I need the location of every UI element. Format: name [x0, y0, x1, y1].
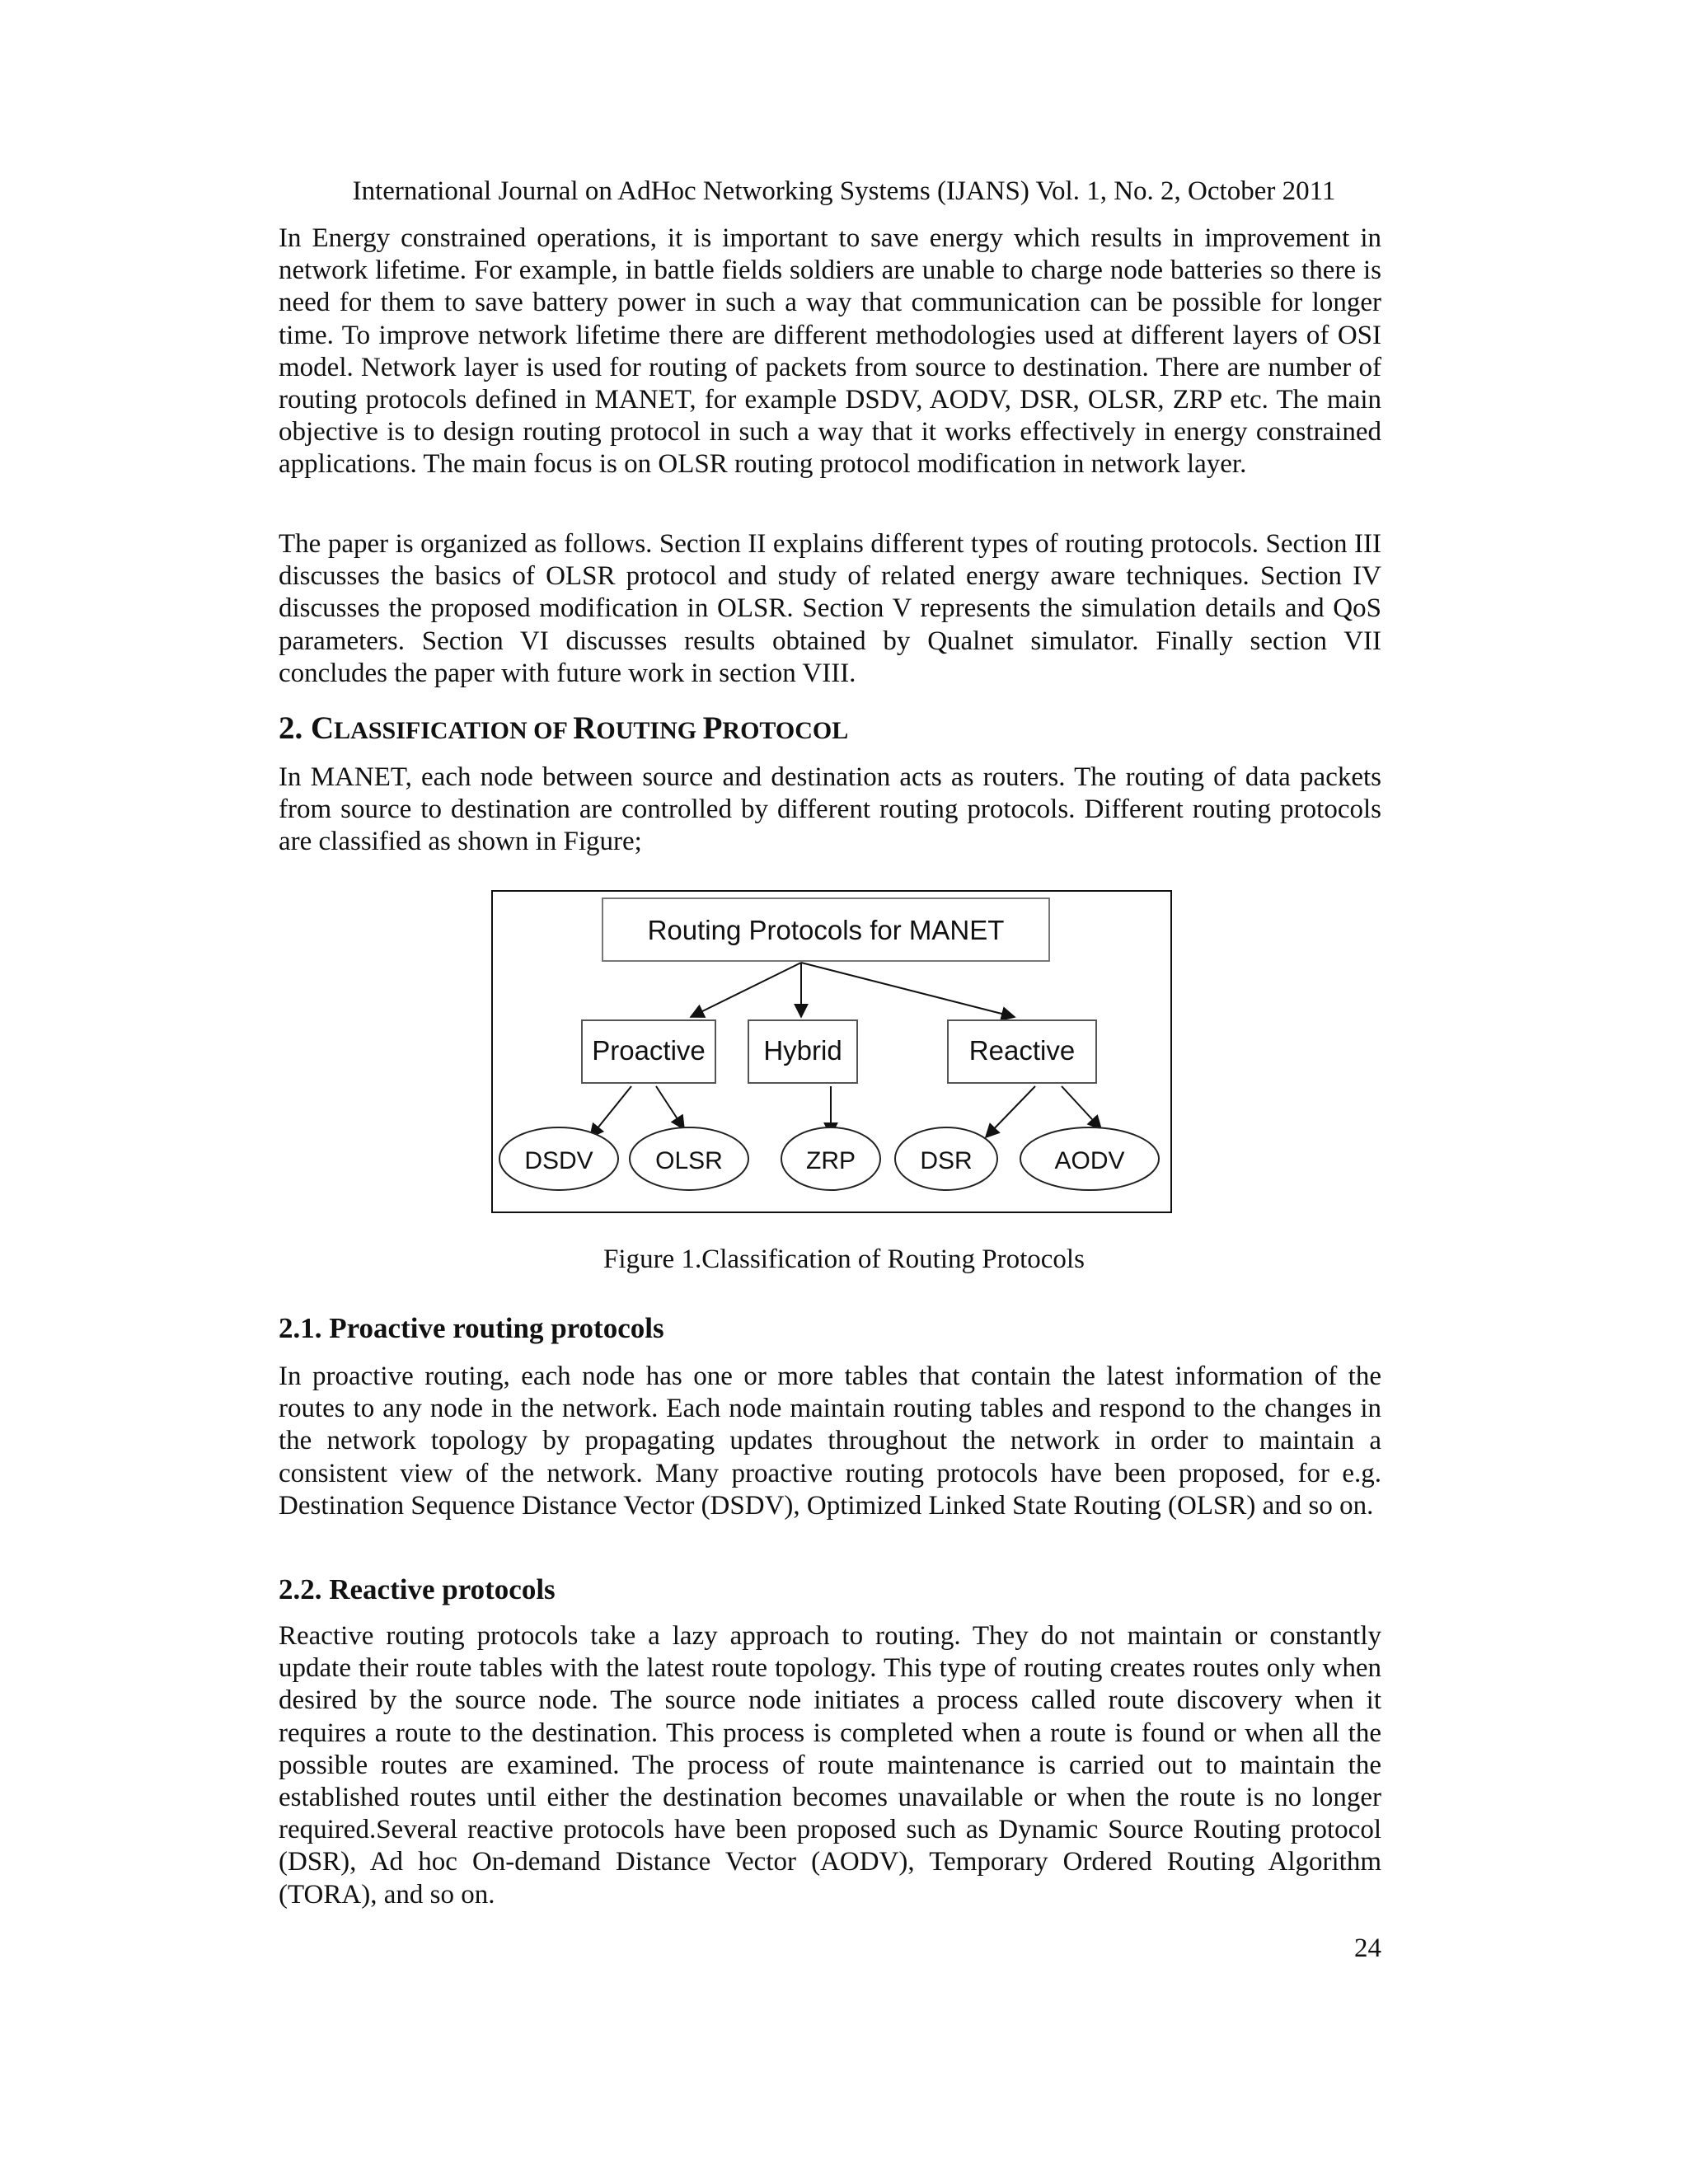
root-node-label: Routing Protocols for MANET — [647, 915, 1005, 945]
category-reactive-label: Reactive — [968, 1035, 1076, 1066]
leaf-olsr — [630, 1127, 748, 1190]
edge-root-reactive — [801, 963, 1015, 1017]
leaf-aodv-label: AODV — [1054, 1147, 1125, 1174]
section-2-1-heading — [279, 1310, 1381, 1347]
section-2-2-paragraph — [279, 1620, 1381, 1911]
leaf-zrp — [781, 1127, 880, 1190]
leaf-dsr — [895, 1127, 997, 1190]
root-edges — [691, 963, 1015, 1017]
section-2-paragraph-text: In MANET, each node between source and destination acts as routers. The routing of data packets from source to destination are controlled by different routing protocols. Different routing protocols are classified as shown in Figure; — [279, 762, 1381, 857]
leaf-dsdv-label: DSDV — [524, 1147, 593, 1174]
leaf-olsr-label: OLSR — [655, 1147, 723, 1174]
running-header: International Journal on AdHoc Networking Systems (IJANS) Vol. 1, No. 2, October 2011 — [352, 176, 1336, 206]
intro-paragraph-2 — [279, 528, 1381, 690]
figure-caption: Figure 1.Classification of Routing Protocols — [603, 1244, 1085, 1274]
edge-root-proactive — [691, 963, 801, 1017]
section-2-2-title: 2.2. Reactive protocols — [279, 1573, 556, 1605]
category-proactive — [582, 1020, 715, 1083]
category-reactive — [948, 1020, 1096, 1083]
leaf-aodv — [1020, 1127, 1159, 1190]
edge-reactive-aodv — [1062, 1086, 1101, 1129]
page-number: 24 — [1354, 1933, 1381, 1963]
section-2-1-paragraph — [279, 1361, 1381, 1522]
intro-paragraph-1-text: In Energy constrained operations, it is important to save energy which results in improvement in network lifetime. For example, in battle fields soldiers are unable to charge node batteries so there is need for them to save battery power in such a way that communication can be possible for longer time. To improve network lifetime there are different methodologies used at different layers of OSI model. Network layer is used for routing of packets from source to destination. There are number of routing protocols defined in MANET, for example DSDV, AODV, DSR, OLSR, ZRP etc. The main objective is to design routing protocol in such a way that it works effectively in energy constrained applications. The main focus is on OLSR routing protocol modification in network layer. — [279, 223, 1381, 480]
category-proactive-label: Proactive — [592, 1035, 706, 1066]
intro-paragraph-2-text: The paper is organized as follows. Section II explains different types of routing protocols. Section III discusses the basics of OLSR protocol and study of related energy aware techniques. Section IV discusses the proposed modification in OLSR. Section V represents the simulation details and QoS parameters. Section VI discusses results obtained by Qualnet simulator. Finally section VII concludes the paper with future work in section VIII. — [279, 529, 1381, 688]
leaf-dsdv — [499, 1127, 618, 1190]
root-node — [603, 898, 1049, 961]
edge-proactive-olsr — [656, 1086, 684, 1129]
section-2-paragraph — [279, 762, 1381, 859]
edge-reactive-dsr — [986, 1086, 1035, 1137]
routing-diagram — [491, 890, 1172, 1213]
intro-paragraph-1 — [279, 223, 1381, 481]
category-hybrid-label: Hybrid — [763, 1035, 842, 1066]
section-2-2-paragraph-text: Reactive routing protocols take a lazy approach to routing. They do not maintain or constantly update their route tables with the latest route topology. This type of routing creates routes only when desired by the source node. The source node initiates a process called route discovery when it requires a route to the destination. This process is completed when a route is found or when all the possible routes are examined. The process of route maintenance is carried out to maintain the established routes until either the destination becomes unavailable or when the route is no longer required.Several reactive protocols have been proposed such as Dynamic Source Routing protocol (DSR), Ad hoc On-demand Distance Vector (AODV), Temporary Ordered Routing Algorithm (TORA), and so on. — [279, 1621, 1381, 1910]
section-2-1-title: 2.1. Proactive routing protocols — [279, 1312, 664, 1344]
section-2-title: 2. CLASSIFICATION OF ROUTING PROTOCOL — [279, 710, 849, 746]
section-2-1-paragraph-text: In proactive routing, each node has one or more tables that contain the latest information of the routes to any node in the network. Each node maintain routing tables and respond to the changes in the network topology by propagating updates throughout the network in order to maintain a consistent view of the network. Many proactive routing protocols have been proposed, for e.g. Destination Sequence Distance Vector (DSDV), Optimized Linked State Routing (OLSR) and so on. — [279, 1361, 1381, 1521]
leaf-zrp-label: ZRP — [806, 1147, 856, 1174]
section-2-heading — [279, 709, 1381, 751]
leaf-dsr-label: DSR — [920, 1147, 973, 1174]
section-2-number: 2. — [279, 710, 303, 746]
edge-proactive-dsdv — [590, 1086, 631, 1137]
routing-classification-figure — [491, 890, 1172, 1213]
section-2-2-heading — [279, 1572, 1381, 1608]
category-hybrid — [748, 1020, 857, 1083]
